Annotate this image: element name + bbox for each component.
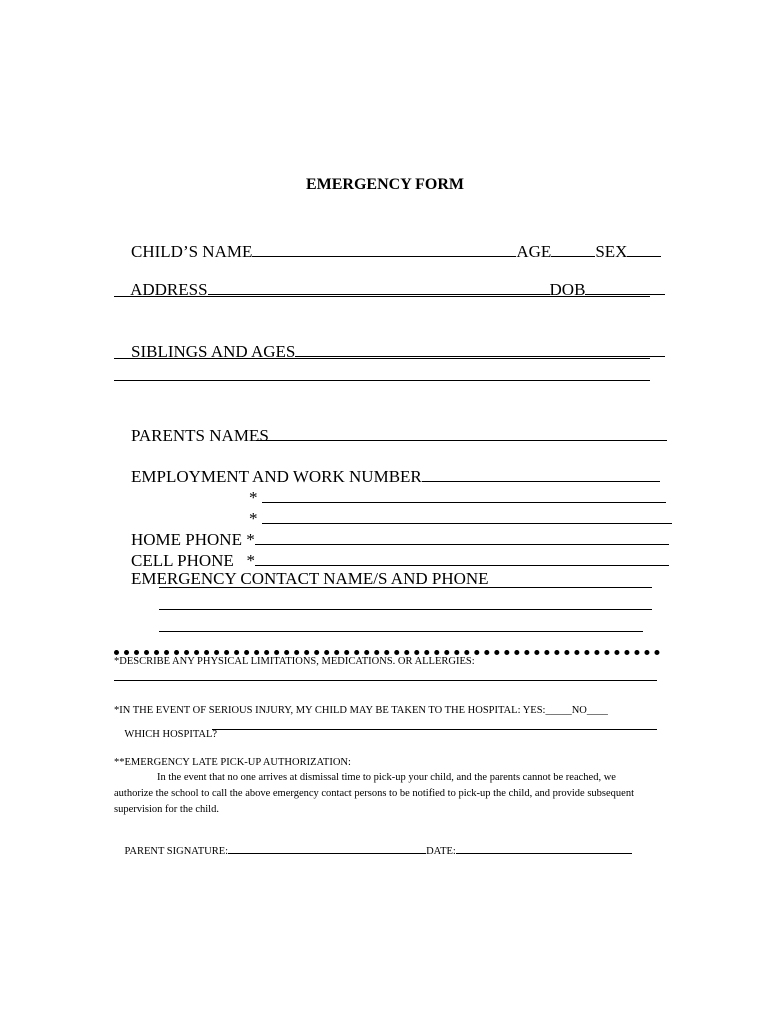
address-line-2[interactable] bbox=[114, 296, 650, 297]
parent-signature-field[interactable] bbox=[228, 843, 426, 854]
parents-line-2[interactable] bbox=[256, 440, 650, 441]
emergency-contact-line-2[interactable] bbox=[159, 609, 652, 610]
describe-label: *DESCRIBE ANY PHYSICAL LIMITATIONS, MEDICATIONS. OR ALLERGIES: bbox=[114, 656, 475, 667]
late-pickup-title: **EMERGENCY LATE PICK-UP AUTHORIZATION: bbox=[114, 757, 351, 768]
home-phone-label: HOME PHONE * bbox=[131, 530, 255, 549]
late-pickup-text: In the event that no one arrives at dismissal time to pick-up your child, and the parents cannot be reached, we authorize the school to call the above emergency contact persons to be notified to pick-up the child, and provide subsequent supervision for the child. bbox=[114, 772, 634, 815]
age-field[interactable] bbox=[551, 240, 595, 257]
parents-field[interactable] bbox=[269, 424, 667, 441]
emergency-contact-line-1[interactable] bbox=[159, 587, 652, 588]
form-title: EMERGENCY FORM bbox=[305, 176, 465, 193]
emergency-contact-row bbox=[114, 549, 489, 609]
which-hospital-field[interactable] bbox=[212, 729, 657, 730]
sex-field[interactable] bbox=[627, 240, 661, 257]
siblings-line-3[interactable] bbox=[114, 380, 650, 381]
employment-label: EMPLOYMENT AND WORK NUMBER bbox=[131, 467, 422, 486]
siblings-label: SIBLINGS AND AGES bbox=[131, 342, 296, 361]
date-label: DATE: bbox=[426, 846, 456, 857]
age-label: AGE bbox=[516, 242, 552, 261]
dob-label: DOB bbox=[549, 280, 586, 299]
emergency-contact-label: EMERGENCY CONTACT NAME/S AND PHONE bbox=[131, 569, 489, 588]
child-name-field[interactable] bbox=[252, 240, 516, 257]
address-row bbox=[114, 258, 665, 320]
signature-row bbox=[114, 832, 632, 868]
which-hospital-row bbox=[114, 718, 217, 751]
emergency-contact-line-3[interactable] bbox=[159, 631, 643, 632]
parent-signature-label: PARENT SIGNATURE: bbox=[124, 846, 229, 857]
cell-phone-label: CELL PHONE * bbox=[131, 551, 256, 570]
bullet: * bbox=[249, 509, 258, 528]
address-label: ADDRESS bbox=[130, 280, 208, 299]
date-field[interactable] bbox=[456, 843, 632, 854]
siblings-field[interactable] bbox=[295, 340, 665, 357]
siblings-row bbox=[114, 320, 665, 382]
dotted-separator bbox=[114, 650, 660, 655]
describe-field[interactable] bbox=[114, 680, 657, 681]
bullet: * bbox=[249, 488, 258, 507]
sex-label: SEX bbox=[595, 242, 628, 261]
child-name-label: CHILD’S NAME bbox=[131, 242, 253, 261]
parents-label: PARENTS NAMES bbox=[131, 426, 269, 445]
siblings-line-2[interactable] bbox=[114, 358, 650, 359]
address-field[interactable] bbox=[208, 278, 550, 295]
which-hospital-label: WHICH HOSPITAL? bbox=[124, 729, 218, 740]
hospital-line: *IN THE EVENT OF SERIOUS INJURY, MY CHILD MAY BE TAKEN TO THE HOSPITAL: YES:_____NO____ bbox=[114, 705, 608, 716]
dob-field[interactable] bbox=[585, 278, 665, 295]
